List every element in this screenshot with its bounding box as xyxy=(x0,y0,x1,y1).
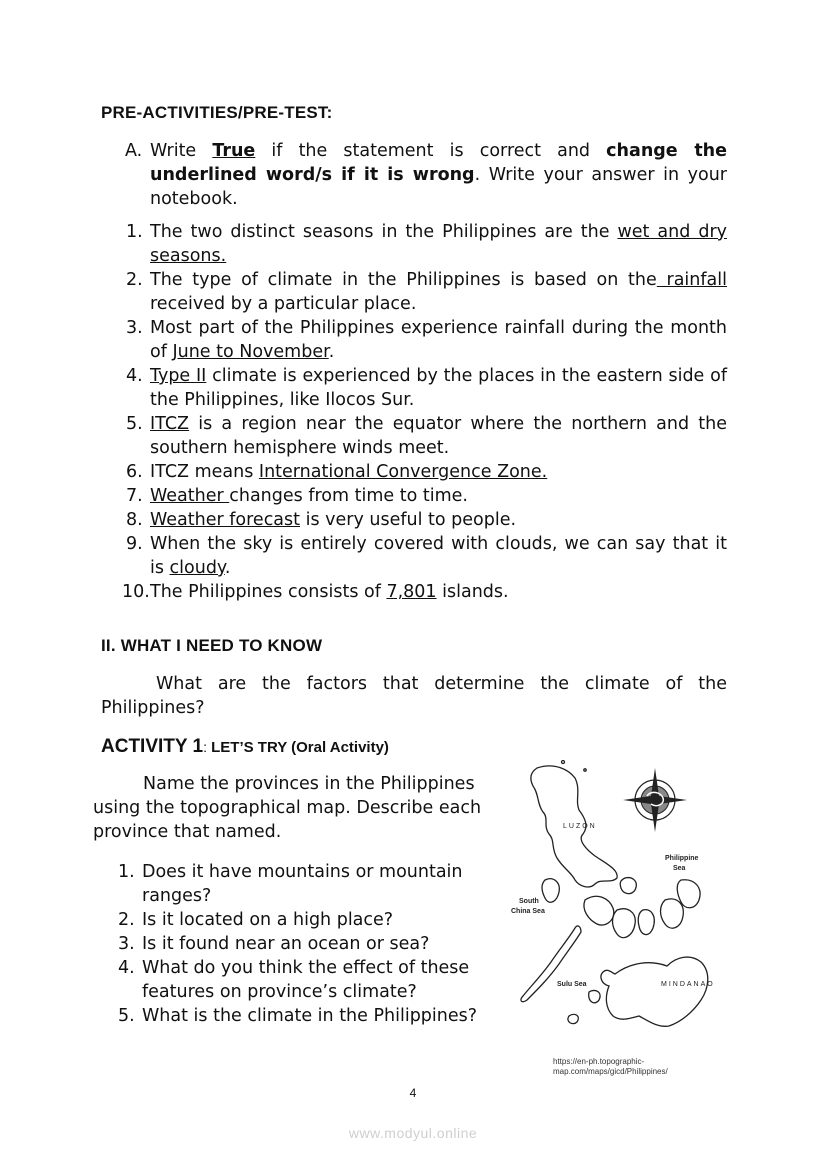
palawan-island xyxy=(521,926,581,1002)
question-number: 2. xyxy=(118,910,135,930)
question-text: What do you think the effect of these features on province’s climate? xyxy=(142,958,470,1002)
philippines-map xyxy=(505,760,720,1080)
pretest-item xyxy=(126,508,727,532)
question-number: 4. xyxy=(118,958,135,978)
item-number: 9. xyxy=(126,534,143,554)
activity-title-rest: LET’S TRY (Oral Activity) xyxy=(206,739,389,756)
instruction-text-1: Write xyxy=(150,141,213,161)
map-label-mindanao: MINDANAO xyxy=(661,981,715,988)
pretest-item xyxy=(126,532,727,580)
map-credit-line-1: https://en-ph.topographic- xyxy=(553,1057,645,1066)
item-text: Most part of the Philippines experience rainfall during the month of xyxy=(150,318,727,362)
item-underlined: cloudy xyxy=(169,558,225,578)
item-text-after: . xyxy=(224,558,231,578)
instruction-text-2: if the statement is correct and xyxy=(255,141,607,161)
map-label-sulu-sea: Sulu Sea xyxy=(557,981,587,988)
map-label-philippine-sea-2: Sea xyxy=(673,865,686,872)
activity-title-main: ACTIVITY 1 xyxy=(101,736,204,757)
item-number: 8. xyxy=(126,510,143,530)
pretest-heading: PRE-ACTIVITIES/PRE-TEST: xyxy=(101,103,333,122)
item-text: When the sky is entirely covered with clouds, we can say that it is xyxy=(150,534,727,578)
map-label-luzon: LUZON xyxy=(563,823,597,830)
panay-island xyxy=(584,896,614,925)
item-text-after: islands. xyxy=(436,582,509,602)
activity-questions-list xyxy=(118,860,490,1028)
activity-question xyxy=(118,908,490,932)
map-credit xyxy=(553,1057,668,1077)
page-number: 4 xyxy=(409,1086,417,1100)
question-text: Is it located on a high place? xyxy=(142,910,394,930)
negros-island xyxy=(613,909,636,938)
item-underlined: rainfall xyxy=(656,270,727,290)
pretest-item xyxy=(126,316,727,364)
activity-title xyxy=(101,736,389,758)
item-underlined: wet and dry seasons. xyxy=(150,222,727,266)
item-text: ITCZ means xyxy=(150,462,259,482)
sulu-islet xyxy=(568,1014,578,1023)
item-underlined: 7,801 xyxy=(386,582,437,602)
map-label-philippine-sea-1: Philippine xyxy=(665,855,699,862)
section2-question: What are the factors that determine the climate of the Philippines? xyxy=(101,674,727,718)
activity-question xyxy=(118,932,490,956)
item-underlined: International Convergence Zone. xyxy=(258,462,548,482)
question-number: 3. xyxy=(118,934,135,954)
item-text: The Philippines consists of xyxy=(150,582,387,602)
question-text: What is the climate in the Philippines? xyxy=(142,1006,478,1026)
item-text-after: . xyxy=(328,342,335,362)
item-underlined: Type II xyxy=(150,366,207,386)
pretest-item xyxy=(126,460,727,484)
instruction-text-3: . Write your answer in your notebook. xyxy=(150,165,727,209)
pretest-item xyxy=(126,412,727,460)
item-underlined: June to November xyxy=(172,342,329,362)
map-label-south-china-2: China Sea xyxy=(511,908,545,915)
watermark: www.modyul.online xyxy=(348,1125,478,1141)
activity-title-colon: : xyxy=(203,739,207,755)
instruction-bold: change the underlined word/s if it is wrong xyxy=(150,141,728,185)
item-text-after: climate is experienced by the places in the eastern side of the Philippines, like Ilocos Sur. xyxy=(150,366,727,410)
question-text: Is it found near an ocean or sea? xyxy=(142,934,430,954)
philippines-map-svg xyxy=(505,760,720,1080)
pretest-item xyxy=(126,220,727,268)
item-text-after: is a region near the equator where the northern and the southern hemisphere winds meet. xyxy=(150,414,727,458)
activity-intro: Name the provinces in the Philippines using the topographical map. Describe each province that named. xyxy=(93,774,482,842)
item-text: The two distinct seasons in the Philippines are the xyxy=(150,222,618,242)
section2-heading: II. WHAT I NEED TO KNOW xyxy=(101,636,323,655)
item-underlined: ITCZ xyxy=(150,414,190,434)
question-text: Does it have mountains or mountain ranges? xyxy=(142,862,463,906)
activity-question xyxy=(118,860,490,908)
pretest-item xyxy=(122,580,727,604)
item-text-after: received by a particular place. xyxy=(150,294,417,314)
item-number: 7. xyxy=(126,486,143,506)
item-number: 4. xyxy=(126,366,143,386)
item-number: 3. xyxy=(126,318,143,338)
leyte-island xyxy=(661,899,684,928)
islet xyxy=(584,769,586,771)
item-number: 10. xyxy=(122,582,150,602)
item-number: 5. xyxy=(126,414,143,434)
pretest-item xyxy=(126,484,727,508)
item-text-after: is very useful to people. xyxy=(300,510,517,530)
question-number: 1. xyxy=(118,862,135,882)
cebu-island xyxy=(638,910,654,935)
pretest-instruction xyxy=(125,139,727,211)
item-underlined: Weather xyxy=(150,486,230,506)
pretest-item xyxy=(126,364,727,412)
map-credit-line-2: map.com/maps/gicd/Philippines/ xyxy=(553,1067,668,1076)
item-number: 1. xyxy=(126,222,143,242)
item-underlined: Weather forecast xyxy=(150,510,301,530)
pretest-items-list xyxy=(122,220,727,604)
true-word: True xyxy=(212,141,256,161)
item-number: 6. xyxy=(126,462,143,482)
item-text: The type of climate in the Philippines is based on the xyxy=(150,270,657,290)
activity-question xyxy=(118,956,490,1004)
activity-question xyxy=(118,1004,490,1028)
compass-points xyxy=(623,768,687,832)
map-label-south-china-1: South xyxy=(519,898,539,905)
mindoro-island xyxy=(542,879,559,903)
pretest-item xyxy=(126,268,727,316)
compass-rose xyxy=(623,768,687,832)
question-number: 5. xyxy=(118,1006,135,1026)
mindanao-island xyxy=(601,957,708,1026)
zamboanga-islet xyxy=(589,990,600,1002)
item-text-after: changes from time to time. xyxy=(229,486,468,506)
instruction-letter: A. xyxy=(125,141,143,161)
islet xyxy=(562,761,565,764)
item-number: 2. xyxy=(126,270,143,290)
masbate-island xyxy=(620,878,636,894)
